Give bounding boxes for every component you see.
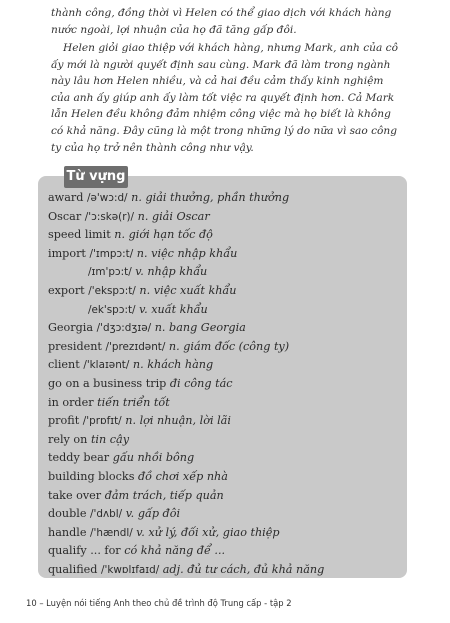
vocab-entry [48, 468, 324, 487]
vocab-pos: v. [139, 302, 148, 316]
vocab-entry [48, 263, 324, 282]
vocab-pos: n. [114, 228, 126, 242]
vocab-term: Oscar [48, 209, 82, 223]
vocab-ipa: /ek'spɔ:t/ [88, 303, 136, 316]
vocab-ipa: /'kwɒlɪfaɪd/ [101, 563, 160, 576]
vocab-entry [48, 394, 324, 413]
vocab-meaning: khách hàng [147, 358, 214, 372]
vocab-meaning: bang Georgia [169, 321, 246, 335]
vocab-pos: adj. [162, 562, 184, 576]
page-footer: 10 – Luyện nói tiếng Anh theo chủ đề trình độ Trung cấp - tập 2 [26, 598, 292, 608]
vocab-pos: n. [132, 358, 144, 372]
vocab-entry [48, 208, 324, 227]
vocab-entry [48, 505, 324, 524]
vocab-ipa: /ə'wɔ:d/ [87, 192, 128, 204]
vocab-ipa: /'prezɪdənt/ [105, 340, 166, 353]
vocab-term: speed limit [48, 228, 111, 242]
vocab-ipa: /ɪm'pɔ:t/ [88, 266, 132, 279]
vocab-pos: n. [125, 414, 137, 428]
paragraph-1: thành công, đồng thời vì Helen có thể giao dịch với khách hàng nước ngoài, lợi nhuận của họ đã tăng gấp đôi. [51, 7, 392, 36]
vocab-meaning: đi công tác [169, 376, 233, 390]
vocab-entry [48, 524, 324, 543]
vocab-meaning: tin cậy [90, 432, 130, 446]
vocab-entry [48, 189, 324, 208]
vocab-meaning: việc nhập khẩu [151, 246, 238, 260]
vocab-term: client [48, 358, 80, 372]
vocab-pos: v. [136, 525, 145, 539]
vocab-meaning: đủ tư cách, đủ khả năng [187, 562, 325, 576]
vocab-entry [48, 449, 324, 468]
vocab-term: qualify ... for [48, 544, 121, 558]
vocab-term: president [48, 339, 102, 353]
vocab-meaning: đảm trách, tiếp quản [104, 488, 224, 502]
vocab-meaning: lợi nhuận, lời lãi [139, 414, 231, 428]
vocab-ipa: /'dʒɔ:dʒɪə/ [96, 322, 152, 335]
vocabulary-list [48, 189, 324, 579]
vocab-entry [48, 561, 324, 580]
vocab-ipa: /'prɒfɪt/ [82, 415, 122, 428]
vocab-term: award [48, 191, 84, 204]
vocab-meaning: giám đốc (công ty) [183, 339, 290, 353]
vocab-ipa: /'ɪmpɔ:t/ [89, 247, 134, 260]
vocab-term: go on a business trip [48, 376, 167, 390]
vocab-term: double [48, 507, 87, 521]
vocab-meaning: nhập khẩu [147, 265, 208, 279]
vocab-term: handle [48, 525, 87, 539]
vocab-term: export [48, 283, 85, 297]
vocab-ipa: /'ɔ:skə(r)/ [84, 210, 135, 223]
vocab-pos: n. [136, 246, 148, 260]
vocab-term: building blocks [48, 469, 135, 483]
vocab-meaning: giải Oscar [151, 209, 210, 223]
vocab-meaning: đồ chơi xếp nhà [138, 469, 228, 483]
vocab-ipa: /'hændl/ [90, 526, 133, 539]
vocab-meaning: giới hạn tốc độ [128, 228, 213, 242]
vocab-pos: v. [135, 265, 144, 279]
vocab-entry [48, 245, 324, 264]
vocab-entry [48, 338, 324, 357]
vocab-entry [48, 356, 324, 375]
vocab-meaning: xử lý, đối xử, giao thiệp [148, 525, 280, 539]
vocab-meaning: tiến triển tốt [97, 395, 170, 409]
vocab-entry [48, 319, 324, 338]
vocab-term: Georgia [48, 321, 94, 335]
vocab-pos: n. [168, 339, 180, 353]
vocab-term: teddy bear [48, 451, 110, 465]
vocab-meaning: xuất khẩu [151, 302, 208, 316]
vocab-term: take over [48, 488, 102, 502]
vocab-term: rely on [48, 432, 88, 446]
vocab-entry [48, 282, 324, 301]
vocab-ipa: /'dʌbl/ [90, 508, 123, 521]
vocab-meaning: gấp đôi [137, 507, 181, 521]
vocab-pos: n. [154, 321, 166, 335]
vocab-term: qualified [48, 562, 98, 576]
vocab-entry [48, 301, 324, 320]
vocab-pos: v. [125, 507, 135, 521]
vocab-entry [48, 431, 324, 450]
vocab-meaning: có khả năng để ... [124, 544, 226, 558]
vocab-entry [48, 226, 324, 245]
vocab-pos: n. [139, 283, 151, 297]
vocab-term: import [48, 246, 86, 260]
vocab-ipa: /'ekspɔ:t/ [88, 284, 136, 297]
vocab-entry [48, 375, 324, 394]
vocab-entry [48, 487, 324, 506]
vocab-pos: n. [131, 191, 142, 204]
vocab-term: in order [48, 395, 94, 409]
vocab-meaning: giải thưởng, phần thưởng [145, 191, 290, 204]
vocab-ipa: /'klaɪənt/ [83, 359, 130, 372]
vocabulary-title: Từ vựng [64, 166, 128, 188]
vocab-term: profit [48, 414, 80, 428]
vocab-meaning: gấu nhồi bông [112, 451, 195, 465]
vocab-pos: n. [137, 209, 149, 223]
vocab-meaning: việc xuất khẩu [153, 283, 237, 297]
vocab-entry [48, 412, 324, 431]
paragraph-2: Helen giỏi giao thiệp với khách hàng, nhưng Mark, anh của cô ấy mới là người quyết định sau cùng. Mark đã làm trong ngành này lâu hơn Helen nhiều, và cả hai đều cảm thấy kinh nghiệm của anh ấy giúp anh ấy làm tốt việc ra quyết định hơn. Cả Mark lẫn Helen đều không đảm nhiệm công việc mà họ biết là không có khả năng. Đây cũng là một trong những lý do nữa vì sao công ty của họ trở nên thành công như vậy. [51, 42, 398, 154]
vocab-entry [48, 542, 324, 561]
